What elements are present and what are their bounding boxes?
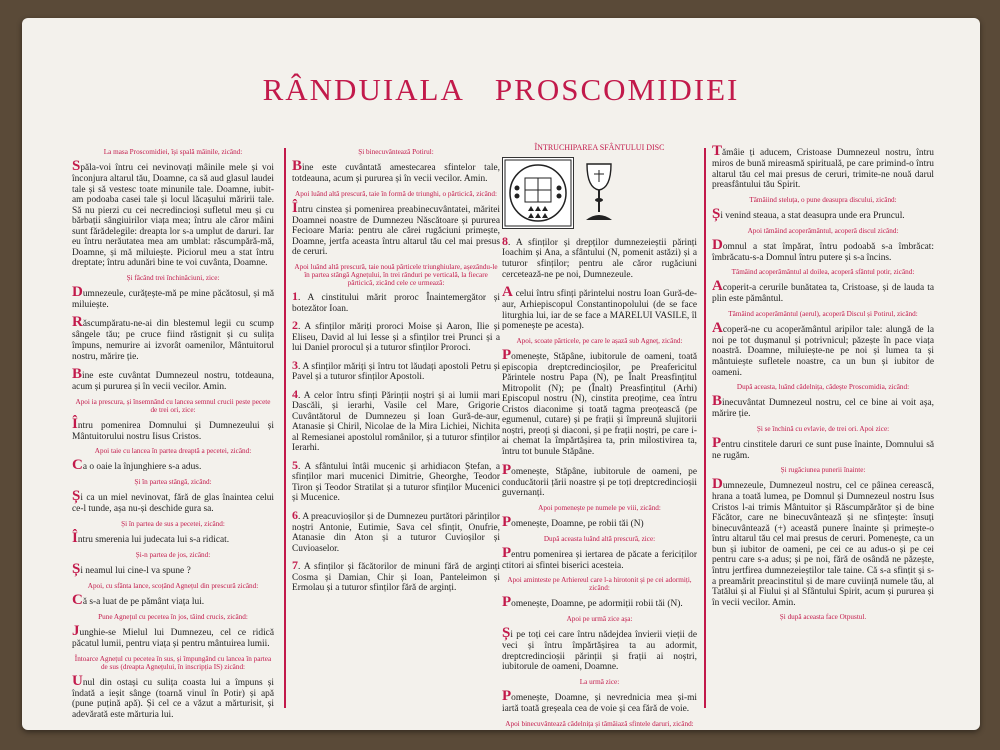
paragraph bbox=[502, 595, 697, 610]
rubric: Tămâind acoperământul (aerul), acoperă Discul și Potirul, zicând: bbox=[728, 309, 918, 318]
rubric: Apoi, cu sfânta lance, scoțând Agnețul din prescură zicând: bbox=[87, 582, 259, 590]
item-text: A sfinților și drepților dumnezeieștii părinți Ioachim și Ana, a sfântului (N, pomenit astăzi) și a tuturor sfinților; pentru ale căror rugăciuni cercetează-ne pe noi, Dumnezeule. bbox=[502, 237, 698, 280]
rubric: Tămâind acoperământul al doilea, acoperă sfântul potir, zicând: bbox=[731, 268, 915, 277]
paragraph-text: omenește, Stăpâne, iubitorule de oameni, toată episcopia dreptcredincioșilor, pe Preafericitul Părintele nostru Papa (N), pe Înalt Preasfințitul Mitropolit (N); pe (Înalt) Preasfințitul (Arhi) Episcopul nostru (N), cinstita preoțime, cea întru Cristos diaconime și toată tagma preoțească (pe egumenul, cutare) și pe frații și împreună slujitorii noștri, preoți și diaconi, și pe frații noștri, pe care i-ai chemat la împărtășirea ta, prin milostivirea ta, întru tot bunule Stăpâne. bbox=[502, 351, 697, 457]
paragraph-text: omenește, Stăpâne, iubitorule de oameni, pe conducătorii țării noastre și pe toți dreptcredincioșii guvernanți. bbox=[502, 466, 697, 499]
paragraph bbox=[72, 159, 274, 269]
numbered-item: 1. A cinstitului mărit proroc Înaintemergător și botezător Ioan. bbox=[292, 288, 500, 314]
drop-initial: B bbox=[72, 366, 83, 383]
proscomidia-poster bbox=[22, 18, 980, 730]
paragraph-text: păla-voi întru cei nevinovați mâinile mele și voi înconjura altarul tău, Doamne, ca să aud glasul laudei tale și să vestesc toate minunile tale. Doamne, iubit-am podoaba casei tale și locul lăcașului măririi tale. Să nu pierzi cu cei necredincioși sufletul meu și cu bărbații sângiuirilor viața mea; întru ale căror mâini sunt fărădelegile: dreapta lor s-a umplut de daruri. Iar eu întru nerăutatea mea am umblat: răscumpără-mă, Doamne, și mă miluiește. Piciorul meu a stat întru dreptate; întru adunări bine te voi cuvânta, Doamne. bbox=[72, 163, 274, 269]
paragraph bbox=[712, 279, 934, 305]
item-text: A cinstitului mărit proroc Înaintemergător și botezător Ioan. bbox=[292, 292, 500, 314]
paragraph bbox=[502, 348, 697, 458]
paragraph-text: inecuvântat Dumnezeul nostru, cel ce bine ai voit așa, mărire ție. bbox=[712, 398, 934, 420]
drop-initial: B bbox=[292, 158, 303, 175]
paragraph bbox=[712, 207, 934, 222]
paragraph-text: coperit-a cerurile bunătatea ta, Cristoase, și de lauda ta plin este pământul. bbox=[712, 283, 934, 305]
paragraph bbox=[72, 315, 274, 362]
paragraph-text: omnul a stat împărat, întru podoabă s-a îmbrăcat: îmbrăcatu-s-a Domnul întru putere și s-a încins. bbox=[712, 241, 934, 263]
drop-initial: A bbox=[502, 284, 513, 301]
column-3 bbox=[502, 144, 697, 730]
paragraph-text: ine este cuvântat Dumnezeul nostru, totdeauna, acum și pururea și în vecii vecilor. Amin. bbox=[72, 371, 274, 393]
paragraph bbox=[712, 394, 934, 420]
rubric: Pune Agnețul cu pecetea în jos, tăind crucis, zicând: bbox=[98, 613, 248, 622]
paragraph-text: ntru cinstea și pomenirea preabinecuvântatei, măritei Doamnei noastre de Dumnezeu Născătoare și pururea Fecioare Maria: pentru ale cărei rugăciuni primește, Doamne, jertfa aceasta întru altarul tău cel mai presus de ceruri. bbox=[292, 204, 500, 258]
drop-initial: Î bbox=[292, 199, 298, 216]
paragraph-text: ine este cuvântată amestecarea sfintelor tale, totdeauna, acum și pururea și în vecii vecilor. Amin. bbox=[292, 163, 500, 185]
paragraph bbox=[712, 321, 934, 378]
drop-initial: D bbox=[712, 476, 723, 493]
item-number: 2 bbox=[292, 318, 298, 333]
paragraph bbox=[72, 417, 274, 443]
paragraph-text: i pe toți cei care întru nădejdea învierii vieții de veci și întru împărtășirea ta au adormit, dreptcredincioșii părinții și frații ai noștri, iubitorule de oameni, Doamne. bbox=[502, 630, 697, 673]
drop-initial: Ș bbox=[72, 488, 81, 505]
paragraph-text: ntru smerenia lui judecata lui s-a ridicat. bbox=[77, 534, 230, 545]
paragraph bbox=[712, 436, 934, 462]
rubric: Și binecuvântează Potirul: bbox=[358, 148, 434, 156]
drop-initial: C bbox=[72, 592, 83, 609]
column-divider bbox=[284, 148, 286, 708]
paragraph bbox=[72, 624, 274, 650]
paragraph-text: i venind steaua, a stat deasupra unde era Pruncul. bbox=[720, 210, 905, 221]
paragraph bbox=[502, 463, 697, 499]
drop-initial: C bbox=[72, 457, 83, 474]
rubric: La urmă zice: bbox=[579, 678, 620, 687]
drop-initial: A bbox=[712, 278, 723, 295]
paragraph bbox=[502, 689, 697, 715]
drop-initial: P bbox=[502, 544, 512, 561]
item-number: 3 bbox=[292, 357, 298, 372]
drop-initial: P bbox=[712, 434, 722, 451]
drop-initial: Ș bbox=[712, 205, 721, 222]
item-text: A preacuvioșilor și de Dumnezeu purtători părinților noștri Antonie, Eutimie, Sava cel sfințit, Onufrie, Atanasie din Aton și a tuturor Cuvioșilor și Cuvioaselor. bbox=[292, 512, 500, 554]
drop-initial: D bbox=[712, 236, 723, 253]
paragraph bbox=[502, 546, 697, 572]
paragraph-text: entru pomenirea și iertarea de păcate a fericiților ctitori ai sfintei biserici acesteia. bbox=[502, 549, 697, 571]
paragraph bbox=[712, 238, 934, 264]
rubric: Apoi pomenește pe numele pe viii, zicând: bbox=[538, 503, 661, 512]
rubric: Și făcând trei închinăciuni, zice: bbox=[126, 273, 220, 282]
paragraph-text: unghie-se Mielul lui Dumnezeu, cel ce ridică păcatul lumii, pentru viața și pentru mântuirea lumii. bbox=[72, 628, 274, 650]
numbered-item: 6. A preacuvioșilor și de Dumnezeu purtători părinților noștri Antonie, Eutimie, Sava cel sfințit, Onufrie, Atanasie din Aton și a tuturor Cuvioșilor și Cuvioaselor. bbox=[292, 508, 500, 554]
disc-seal-icon bbox=[502, 157, 574, 229]
drop-initial: R bbox=[72, 314, 83, 331]
rubric: La masa Proscomidiei, își spală mâinile, zicând: bbox=[103, 148, 243, 156]
paragraph bbox=[712, 144, 934, 191]
chalice-icon bbox=[580, 158, 618, 228]
item-text: A sfinților măriți proroci Moise și Aaron, Ilie și Eliseu, David al lui Iesse și a sfinților trei Prunci și a lui Daniel prorocul și a tuturor sfinților Proroci. bbox=[292, 322, 500, 354]
item-text: A celor întru sfinți Părinții noștri și ai lumii mari Dascăli, și ierarhi, Vasile cel Mare, Grigorie Cuvântătorul de Dumnezeu și Ioan Gură-de-aur, Atanasie și Chiril, Nicolae de la Mira Lichiei, Nichita al Remesianei apostolul românilor, și a tuturor sfinților Ierarhi. bbox=[292, 390, 501, 454]
paragraph-text: coperă-ne cu acoperământul aripilor tale: alungă de la noi pe tot dușmanul și potrivnicul; păzește în pace viața noastră. Doamne, miluiește-ne pe noi și lumea ta și mântuiește sufletele noastre, ca un bun și iubitor de oameni. bbox=[712, 324, 934, 378]
rubric: După aceasta, luând cădelnița, cădește Proscomidia, zicând: bbox=[736, 383, 910, 392]
drop-initial: Ș bbox=[72, 561, 81, 577]
paragraph-text: umnezeule, Dumnezeul nostru, cel ce pâinea cerească, hrana a toată lumea, pe Domnul și Dumnezeul nostru Isus Cristos l-ai trimis Mântuitor și Răscumpărător și de bine Făcător, care ne binecuvântează și ne sfințește: însuți binecuvântează (+) această punere înainte și primește-o întru altarul tău cel mai presus de ceruri. Pomenește, ca un bun și iubitor de oameni, pe cei ce au adus-o și pe cei pentru care s-a adus; și pe noi, fără de osândă ne păzește, întru jertfirea dumnezeieștilor tale taine. Că s-a sfințit și s-a preamărit preacinstitul și de mare cuviință numele tău, al Tatălui și al Fiului și al Sfântului Spirit, acum și pururea și în vecii vecilor. Amin. bbox=[712, 481, 934, 608]
numbered-item: 5. A sfântului întâi mucenic și arhidiacon Ștefan, a sfinților mari mucenici Dimitrie, Gheorghe, Teodor Tiron și Teodor Stratilat și a tuturor sfinților Mucenici și Mucenice. bbox=[292, 457, 500, 504]
paragraph bbox=[72, 562, 274, 577]
paragraph bbox=[292, 159, 500, 185]
rubric: Tămâiind steluța, o pune deasupra discului, zicând: bbox=[749, 195, 897, 204]
paragraph bbox=[72, 285, 274, 311]
item-text: A sfântului întâi mucenic și arhidiacon Ștefan, a sfinților mari mucenici Dimitrie, Gheorghe, Teodor Tiron și Teodor Stratilat și a tuturor sfinților Mucenici și Mucenice. bbox=[292, 461, 500, 504]
page-title: RÂNDUIALA PROSCOMIDIEI bbox=[262, 72, 740, 107]
numbered-item: 7. A sfinților și făcătorilor de minuni fără de arginți Cosma și Damian, Chir și Ioan, Panteleimon și Ermolau și a tuturor sfinților fără de arginți. bbox=[292, 558, 501, 594]
drop-initial: J bbox=[72, 623, 80, 640]
rubric: Apoi tămâind acoperământul, acoperă discul zicând: bbox=[747, 226, 899, 235]
numbered-item bbox=[502, 285, 697, 332]
item-number: 8 bbox=[502, 233, 508, 248]
rubric: După aceasta luând altă prescură, zice: bbox=[543, 534, 656, 543]
drop-initial: D bbox=[72, 283, 83, 300]
drop-initial: P bbox=[502, 688, 512, 705]
column-1 bbox=[72, 144, 274, 725]
paragraph bbox=[72, 458, 274, 473]
paragraph bbox=[72, 531, 274, 546]
rubric: Și se închină cu evlavie, de trei ori. Apoi zice: bbox=[756, 424, 890, 433]
paragraph bbox=[502, 515, 697, 530]
paragraph bbox=[72, 674, 274, 721]
paragraph-text: nul din ostași cu sulița coasta lui a împuns și îndată a ieșit sânge (toarnă vinul în Potir) și apă (pune puțină apă). Și cel ce a văzut a mărturisit, și adevărată este mărturia lui. bbox=[72, 677, 274, 720]
paragraph bbox=[72, 593, 274, 608]
paragraph bbox=[72, 489, 274, 515]
paragraph-text: ntru pomenirea Domnului și Dumnezeului și Mântuitorului nostru Iisus Cristos. bbox=[72, 420, 274, 442]
item-number: 4 bbox=[292, 386, 298, 401]
paragraph-text: ămâie ți aducem, Cristoase Dumnezeul nostru, întru miros de bună mireasmă spirituală, pe care primind-o întru altarul tău cel mai presus de ceruri, trimite-ne nouă darul preasfântului tău Spirit. bbox=[712, 148, 934, 191]
item-number: 1 bbox=[292, 288, 298, 303]
drop-initial: Ș bbox=[502, 625, 511, 642]
disc-figure bbox=[502, 157, 697, 229]
paragraph-text: i ca un miel nevinovat, fără de glas înaintea celui ce-l tunde, așa nu-și deschide gura sa. bbox=[72, 493, 274, 515]
rubric: Apoi luând altă prescură, taie nouă părticele triunghiulare, așezându-le în partea stângă Agnețului, în trei rânduri pe verticală, la fiecare părticică, zicând cele ce urmează: bbox=[294, 262, 498, 287]
rubric: Și după aceasta face Otpustul. bbox=[779, 613, 867, 622]
drop-initial: B bbox=[712, 393, 723, 410]
rubric: Și în partea stângă, zicând: bbox=[134, 478, 212, 487]
drop-initial: T bbox=[712, 143, 723, 159]
rubric: Apoi binecuvântează cădelnița și tămâiază sfintele daruri, zicând: bbox=[505, 719, 694, 728]
paragraph bbox=[292, 201, 500, 258]
paragraph-text: a o oaie la înjunghiere s-a adus. bbox=[82, 462, 202, 473]
paragraph bbox=[712, 477, 934, 608]
column-2 bbox=[292, 144, 500, 599]
paragraph-text: omenește, Doamne, și nevrednicia mea și-mi iartă toată greșeala cea de voie și cea fără de voie. bbox=[502, 693, 697, 715]
column-divider bbox=[704, 148, 706, 708]
rubric: Întoarce Agnețul cu pecetea în sus, și împungând cu lancea în partea de sus (dreapta Agnețului, în inscripția IS) zicând: bbox=[74, 654, 272, 671]
rubric: Și rugăciunea punerii înainte: bbox=[780, 466, 866, 475]
column-4 bbox=[712, 144, 934, 624]
rubric: Apoi aminteste pe Arhiereul care l-a hirotonit și pe cei adormiți, zicând: bbox=[507, 576, 692, 593]
rubric: Apoi luând altă prescură, taie în formă de triunghi, o părticică, zicând: bbox=[295, 189, 497, 198]
rubric: Apoi ia prescura, și însemnând cu lancea semnul crucii peste pecete de trei ori, zice: bbox=[75, 397, 271, 414]
numbered-item: 2. A sfinților măriți proroci Moise și Aaron, Ilie și Eliseu, David al lui Iesse și a sfinților trei Prunci și a lui Daniel prorocul și a tuturor sfinților Proroci. bbox=[292, 318, 500, 354]
drop-initial: P bbox=[502, 594, 512, 611]
item-text: A sfinților măriți și întru tot lăudați apostoli Petru și Pavel și a tuturor sfinților Apostoli. bbox=[292, 361, 500, 383]
paragraph-text: ăscumpăratu-ne-ai din blestemul legii cu scump sângele tău; pe cruce fiind răstignit și cu sulița împuns, nemurire ai izvorât oamenilor, Mântuitorul nostru, mărire ție. bbox=[72, 319, 274, 362]
paragraph-text: ă s-a luat de pe pământ viața lui. bbox=[82, 597, 205, 608]
rubric: Apoi taie cu lancea în partea dreaptă a pecetei, zicând: bbox=[94, 447, 252, 456]
rubric: Și-n partea de jos, zicând: bbox=[135, 550, 211, 559]
paragraph-text: omenește, Doamne, pe robii tăi (N) bbox=[511, 518, 644, 529]
rubric: Apoi, scoate părticele, pe care le așază sub Agneț, zicând: bbox=[516, 336, 683, 345]
drop-initial: A bbox=[712, 319, 723, 336]
drop-initial: U bbox=[72, 672, 83, 689]
drop-initial: Î bbox=[72, 415, 78, 432]
drop-initial: P bbox=[502, 513, 512, 530]
rubric: Și în partea de sus a pecetei, zicând: bbox=[121, 519, 225, 528]
drop-initial: Î bbox=[72, 529, 78, 546]
paragraph-text: entru cinstitele daruri ce sunt puse înainte, Domnului să ne rugăm. bbox=[712, 439, 934, 461]
item-text: celui întru sfinți părintelui nostru Ioan Gură-de-aur, Arhiepiscopul Constantinopolului (de se face liturghia lui, iar de se face a MARELUI VASILE, îl pomenește pe acesta). bbox=[502, 289, 697, 332]
item-text: A sfinților și făcătorilor de minuni fără de arginți Cosma și Damian, Chir și Ioan, Panteleimon și Ermolau și a tuturor sfinților fără de arginți. bbox=[292, 562, 501, 594]
paragraph-text: i neamul lui cine-l va spune ? bbox=[80, 566, 191, 576]
drop-initial: S bbox=[72, 158, 81, 175]
numbered-item: 8. A sfinților și drepților dumnezeieștii părinți Ioachim și Ana, a sfântului (N, pomenit astăzi) și a tuturor sfinților; pentru ale căror rugăciuni cercetează-ne pe noi, Dumnezeule. bbox=[502, 233, 698, 280]
item-number: 7 bbox=[292, 558, 298, 573]
item-number: 5 bbox=[292, 457, 298, 472]
drop-initial: P bbox=[502, 461, 512, 478]
rubric: Apoi pe urmă zice aşa: bbox=[566, 615, 633, 624]
paragraph bbox=[72, 367, 274, 393]
drop-initial: P bbox=[502, 346, 512, 363]
numbered-item: 4. A celor întru sfinți Părinții noștri și ai lumii mari Dascăli, și ierarhi, Vasile cel Mare, Grigorie Cuvântătorul de Dumnezeu și Ioan Gură-de-aur, Atanasie și Chiril, Nicolae de la Mira Lichiei, Nichita al Remesianei apostolul românilor, și a tuturor sfinților Ierarhi. bbox=[292, 386, 501, 454]
item-number: 6 bbox=[292, 508, 298, 522]
paragraph-text: umnezeule, curățește-mă pe mine păcătosul, și mă miluiește. bbox=[72, 288, 274, 310]
diagram-heading: ÎNTRUCHIPAREA SFÂNTULUI DISC bbox=[534, 143, 665, 152]
numbered-item: 3. A sfinților măriți și întru tot lăudați apostoli Petru și Pavel și a tuturor sfinților Apostoli. bbox=[292, 357, 500, 383]
paragraph-text: omenește, Doamne, pe adormiții robii tăi (N). bbox=[511, 599, 683, 610]
paragraph bbox=[502, 626, 697, 673]
